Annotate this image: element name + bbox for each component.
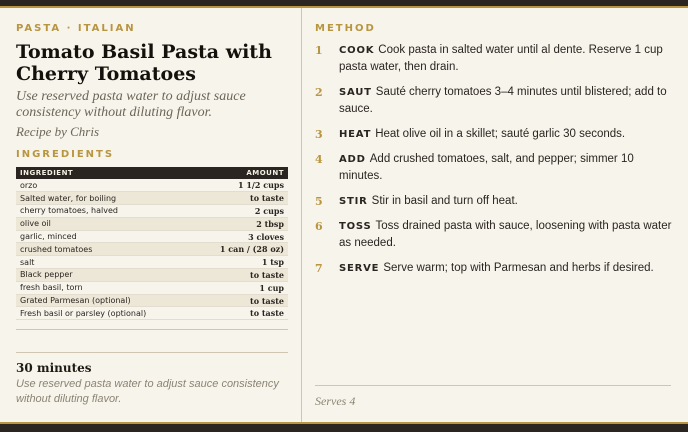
recipe-byline: Recipe by Chris bbox=[16, 124, 100, 139]
step-verb: TOSS bbox=[339, 221, 372, 232]
table-row bbox=[16, 281, 288, 294]
table-row bbox=[16, 307, 288, 320]
step-number: 5 bbox=[315, 195, 323, 208]
ingredient-name: Grated Parmesan (optional) bbox=[16, 294, 193, 307]
method-divider bbox=[315, 385, 671, 386]
recipe-left-panel bbox=[16, 8, 288, 422]
ingredients-body bbox=[16, 179, 288, 320]
table-row bbox=[16, 230, 288, 243]
method-steps bbox=[315, 42, 675, 285]
ingredient-name: crushed tomatoes bbox=[16, 243, 193, 256]
column-divider bbox=[301, 8, 302, 422]
step-number: 7 bbox=[315, 262, 323, 275]
ingredients-heading: INGREDIENTS bbox=[16, 149, 115, 160]
method-step bbox=[315, 260, 675, 277]
table-row bbox=[16, 179, 288, 192]
method-heading: METHOD bbox=[315, 23, 376, 34]
table-row bbox=[16, 217, 288, 230]
table-row bbox=[16, 269, 288, 282]
step-text: Sauté cherry tomatoes 3–4 minutes until blistered; add to sauce. bbox=[339, 86, 667, 115]
table-row bbox=[16, 294, 288, 307]
ingredient-amount: 1 tsp bbox=[193, 256, 288, 269]
ingredient-amount: to taste bbox=[193, 269, 288, 282]
step-number: 4 bbox=[315, 153, 323, 166]
step-number: 6 bbox=[315, 220, 323, 233]
method-step bbox=[315, 42, 675, 76]
servings: Serves 4 bbox=[315, 394, 356, 408]
method-step bbox=[315, 151, 675, 185]
method-step bbox=[315, 218, 675, 252]
method-step bbox=[315, 84, 675, 118]
step-verb: SAUT bbox=[339, 87, 372, 98]
ingredient-name: Salted water, for boiling bbox=[16, 192, 193, 205]
step-text: Toss drained pasta with sauce, loosening with pasta water as needed. bbox=[339, 220, 672, 249]
ingredient-name: olive oil bbox=[16, 217, 193, 230]
ingredient-amount: 1 1/2 cups bbox=[193, 179, 288, 192]
ingredient-amount: to taste bbox=[193, 192, 288, 205]
recipe-title: Tomato Basil Pasta with Cherry Tomatoes bbox=[16, 41, 272, 85]
ingredient-name: orzo bbox=[16, 179, 193, 192]
ingredient-amount: 1 cup bbox=[193, 281, 288, 294]
method-step bbox=[315, 193, 675, 210]
total-time: 30 minutes bbox=[16, 361, 92, 375]
ingredient-name: fresh basil, torn bbox=[16, 281, 193, 294]
step-number: 1 bbox=[315, 44, 323, 57]
step-text: Add crushed tomatoes, salt, and pepper; simmer 10 minutes. bbox=[339, 153, 634, 182]
step-text: Serve warm; top with Parmesan and herbs if desired. bbox=[383, 262, 654, 274]
table-divider bbox=[16, 329, 288, 330]
table-row bbox=[16, 205, 288, 218]
table-row bbox=[16, 256, 288, 269]
bottom-border bbox=[0, 422, 688, 432]
ingredient-amount: 2 cups bbox=[193, 205, 288, 218]
step-text: Cook pasta in salted water until al dente. Reserve 1 cup pasta water, then drain. bbox=[339, 44, 663, 73]
column-header-amount: AMOUNT bbox=[193, 167, 288, 179]
table-row bbox=[16, 243, 288, 256]
ingredient-name: garlic, minced bbox=[16, 230, 193, 243]
step-number: 3 bbox=[315, 128, 323, 141]
method-step bbox=[315, 126, 675, 143]
cooking-tip: Use reserved pasta water to adjust sauce consistency without diluting flavor. bbox=[16, 378, 279, 405]
ingredient-amount: to taste bbox=[193, 294, 288, 307]
ingredient-name: cherry tomatoes, halved bbox=[16, 205, 193, 218]
column-header-ingredient: INGREDIENT bbox=[16, 167, 193, 179]
step-verb: COOK bbox=[339, 45, 375, 56]
ingredient-amount: to taste bbox=[193, 307, 288, 320]
step-verb: ADD bbox=[339, 154, 366, 165]
step-text: Heat olive oil in a skillet; sauté garlic 30 seconds. bbox=[375, 128, 626, 140]
ingredient-amount: 2 tbsp bbox=[193, 217, 288, 230]
table-row bbox=[16, 192, 288, 205]
step-number: 2 bbox=[315, 86, 323, 99]
method-panel bbox=[315, 8, 675, 422]
ingredient-name: salt bbox=[16, 256, 193, 269]
ingredient-name: Black pepper bbox=[16, 269, 193, 282]
top-border bbox=[0, 0, 688, 8]
ingredient-amount: 3 cloves bbox=[193, 230, 288, 243]
ingredients-table bbox=[16, 167, 288, 320]
step-verb: HEAT bbox=[339, 129, 372, 140]
step-text: Stir in basil and turn off heat. bbox=[371, 195, 518, 207]
ingredient-name: Fresh basil or parsley (optional) bbox=[16, 307, 193, 320]
step-verb: STIR bbox=[339, 196, 368, 207]
footer-divider bbox=[16, 352, 288, 353]
category-kicker: PASTA · ITALIAN bbox=[16, 23, 136, 34]
ingredients-header-row bbox=[16, 167, 288, 179]
ingredient-amount: 1 can / (28 oz) bbox=[193, 243, 288, 256]
recipe-subtitle: Use reserved pasta water to adjust sauce consistency without diluting flavor. bbox=[16, 89, 246, 120]
step-verb: SERVE bbox=[339, 263, 380, 274]
